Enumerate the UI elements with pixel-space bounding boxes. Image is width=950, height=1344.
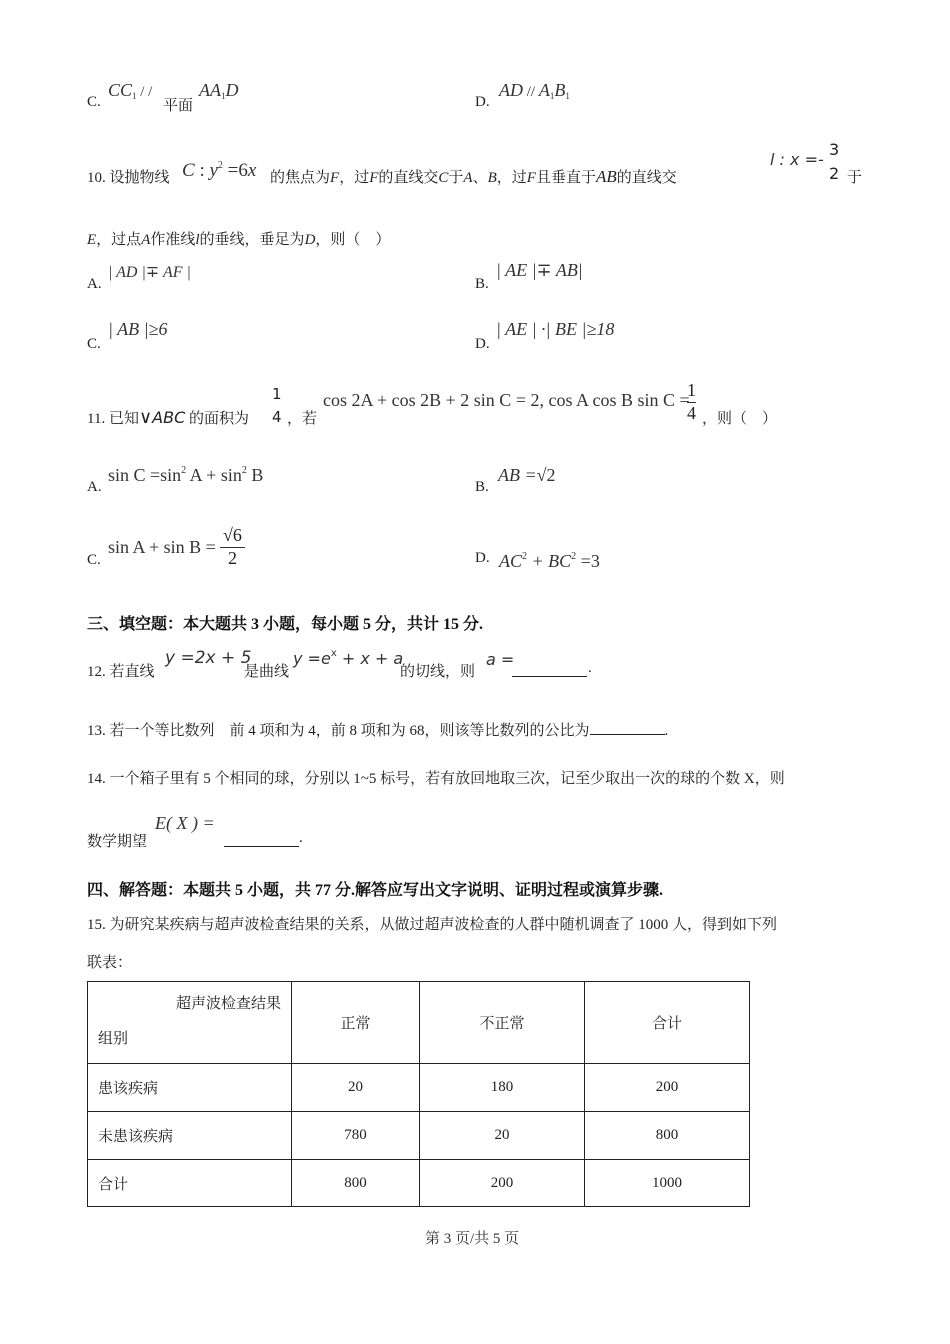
answer-blank[interactable] xyxy=(590,720,665,735)
table-header: 正常 xyxy=(292,982,420,1064)
option-label: D. xyxy=(475,94,490,110)
table-cell: 20 xyxy=(420,1112,585,1160)
table-cell: 800 xyxy=(292,1160,420,1207)
math-expression: $CC_1$ / / xyxy=(108,80,153,101)
line-equation: y =2x + 5 xyxy=(165,648,252,668)
math-expression: $AA_1D$ xyxy=(199,80,239,101)
condition-fraction: 1 4 xyxy=(687,380,696,423)
table-row xyxy=(88,1064,750,1112)
question-number: 10. xyxy=(87,170,106,186)
expectation-expression: E( X ) = xyxy=(155,813,215,833)
area-fraction: 1 4 xyxy=(272,385,282,427)
fraction-sqrt6-2: √6 2 xyxy=(220,525,245,569)
table-header-row xyxy=(88,982,750,1064)
question-13: 13. 若一个等比数列 前 4 项和为 4，前 8 项和为 68，则该等比数列的公比为 . xyxy=(87,719,668,740)
table-cell: 800 xyxy=(585,1112,750,1160)
fraction-3-2: 3 2 xyxy=(829,140,840,183)
table-header: 不正常 xyxy=(420,982,585,1064)
table-header: 合计 xyxy=(585,982,750,1064)
table-cell: 200 xyxy=(585,1064,750,1112)
table-cell: 200 xyxy=(420,1160,585,1207)
parabola-equation: C : $y^2 =6x$ xyxy=(182,160,257,181)
page-footer: 第 3 页/共 5 页 xyxy=(425,1231,520,1247)
question-15: 15. 为研究某疾病与超声波检查结果的关系，从做过超声波检查的人群中随机调查了 1000 人，得到如下列 xyxy=(87,917,778,933)
question-11: 11. 已知∨ABC 的面积为 1 4 ，若 cos 2A + cos 2B + 2 sin C = 2, cos A cos B sin C = 1 4 ，则（ ） xyxy=(87,380,778,428)
question-number: 12. xyxy=(87,664,106,680)
table-row xyxy=(88,1112,750,1160)
row-label: 患该疾病 xyxy=(88,1064,292,1112)
question-14-line2: 数学期望 E( X ) = . xyxy=(87,813,303,850)
option-label: C. xyxy=(87,94,101,110)
row-label: 合计 xyxy=(88,1160,292,1207)
table-row xyxy=(88,1160,750,1207)
math-expression: AD // $A_1B_1$ xyxy=(499,80,570,101)
section-3-title: 三、填空题：本大题共 3 小题，每小题 5 分，共计 15 分. xyxy=(87,616,484,633)
question-14: 14. 一个箱子里有 5 个相同的球，分别以 1~5 标号，若有放回地取三次，记至少取出一次的球的个数 X，则 xyxy=(87,771,785,787)
condition-equation: cos 2A + cos 2B + 2 sin C = 2, cos A cos B sin C = xyxy=(323,390,690,410)
table-cell: 20 xyxy=(292,1064,420,1112)
question-10-line2: E，过点A作准线l的垂线，垂足为D，则（ ） xyxy=(87,232,391,248)
contingency-table xyxy=(87,981,750,1207)
table-cell: 1000 xyxy=(585,1160,750,1207)
table-cell: 180 xyxy=(420,1064,585,1112)
question-12: 12. 若直线 y =2x + 5 是曲线 $y =e^x + x + a$ 的切线，则 a = . xyxy=(87,648,592,680)
plane-word: 平面 xyxy=(163,98,194,114)
question-number: 15. xyxy=(87,917,106,933)
answer-blank[interactable] xyxy=(512,662,587,677)
question-15-line2: 联表： xyxy=(87,955,133,971)
question-10: 10. 设抛物线 C : $y^2 =6x$ 的焦点为F，过F的直线交C于A、B，过F且垂直于AB的直线交 l : x =- 3 2 于 xyxy=(87,140,863,186)
directrix-equation: l : x =- xyxy=(770,150,824,169)
section-4-title: 四、解答题：本题共 5 小题，共 77 分.解答应写出文字说明、证明过程或演算步骤. xyxy=(87,882,664,899)
question-number: 11. xyxy=(87,411,106,427)
curve-equation: $y =e^x + x + a$ xyxy=(293,648,404,668)
row-label: 未患该疾病 xyxy=(88,1112,292,1160)
table-cell: 780 xyxy=(292,1112,420,1160)
question-number: 14. xyxy=(87,771,106,787)
answer-blank[interactable] xyxy=(224,832,299,847)
question-number: 13. xyxy=(87,723,106,739)
table-corner-cell: 超声波检查结果 组别 xyxy=(88,982,292,1064)
triangle-symbol: ∨ xyxy=(138,407,153,428)
